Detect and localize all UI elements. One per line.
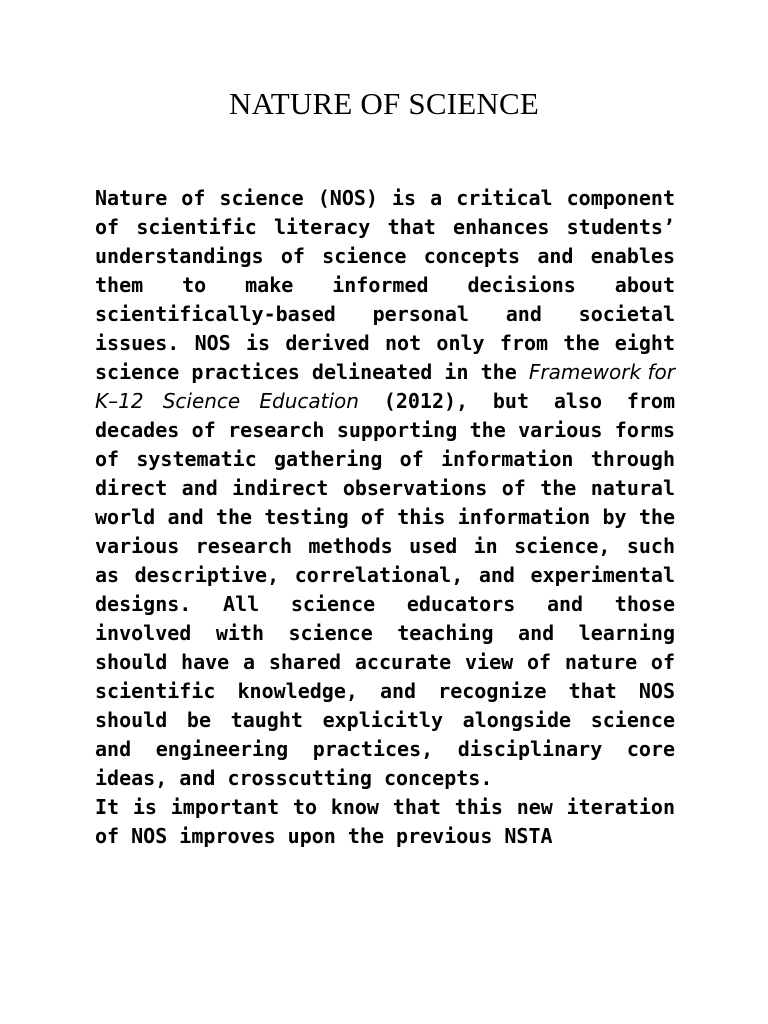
document-body: [95, 184, 675, 851]
paragraph-1-text-start: Nature of science (NOS) is a critical component of scientific literacy that enhances students’ understandings of science concepts and enables them to make informed decisions about scientifically-based personal and societal issues. NOS is derived not only from the eight science practices delineated in the: [95, 186, 675, 384]
paragraph-1-text-end: (2012), but also from decades of research supporting the various forms of systematic gathering of information through direct and indirect observations of the natural world and the testing of this information by the various research methods used in science, such as descriptive, correlational, and experimental designs. All science educators and those involved with science teaching and learning should have a shared accurate view of nature of scientific knowledge, and recognize that NOS should be taught explicitly alongside science and engineering practices, disciplinary core ideas, and crosscutting concepts.: [95, 389, 675, 790]
paragraph-2: It is important to know that this new iteration of NOS improves upon the previous NSTA: [95, 795, 675, 848]
paragraph-1: [95, 184, 675, 793]
citation-title: Framework for K–12 Science Education: [95, 360, 675, 413]
page-title: NATURE OF SCIENCE: [229, 86, 539, 121]
